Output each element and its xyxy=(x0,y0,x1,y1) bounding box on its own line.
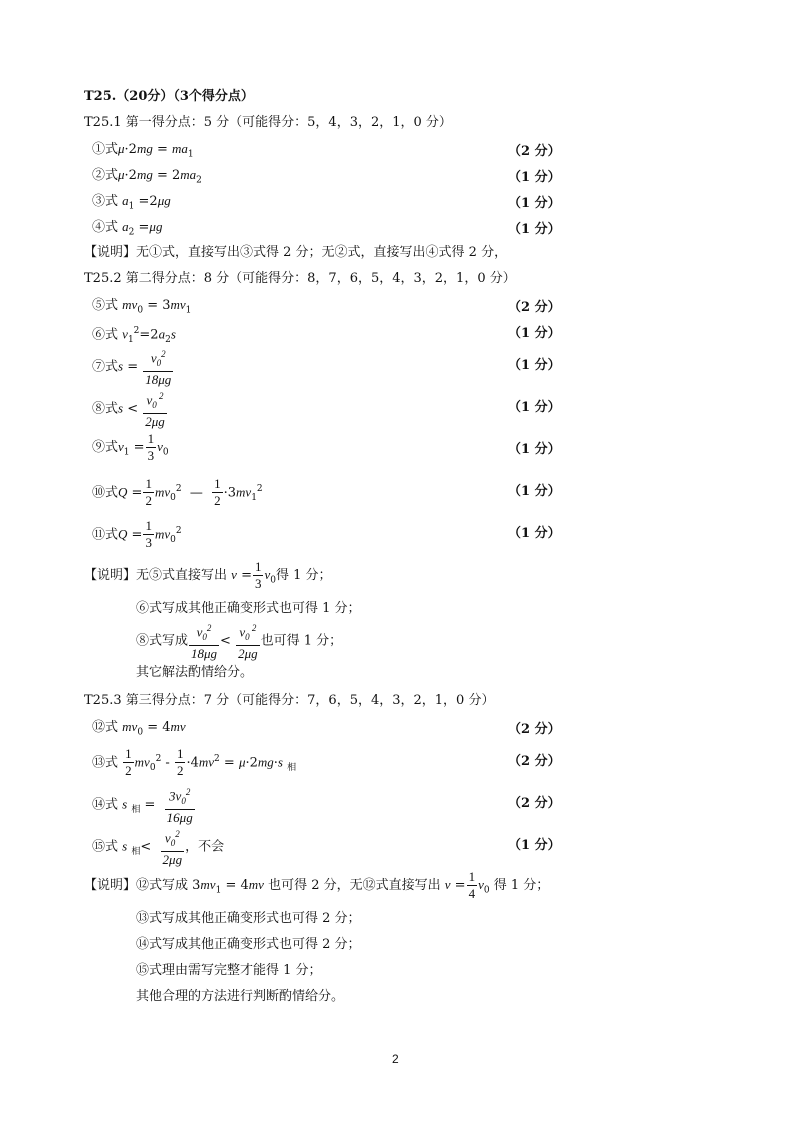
formula-6-label: ⑥式 xyxy=(92,327,119,343)
section-3-note-line-3: ⑮式理由需写完整才能得 1 分； xyxy=(136,963,322,978)
formula-11-fraction: $\frac{1}{3}$ xyxy=(145,518,152,551)
formula-9: ⑨式$v_1$ = $\frac{1}{3}$ $v_0$ xyxy=(92,431,169,463)
formula-1-label: ①式 xyxy=(92,142,119,157)
formula-2-label: ②式 xyxy=(92,168,119,183)
formula-12-label: ⑫式 xyxy=(92,720,119,735)
formula-10-label: ⑩式 xyxy=(92,485,119,501)
section-3-note: 【说明】⑫式写成 $3mv_1 = 4mv$ 也可得 2 分，无⑫式直接写出 v = $\frac{1}{4}$ $v_0$ 得 1 分； xyxy=(84,869,550,901)
formula-4-label: ④式 xyxy=(92,220,119,235)
formula-3: ③式 $a_1 =2\mu g$ xyxy=(92,193,171,212)
section-2-note-fraction-a: $\frac{v_0^2}{18\mu g}$ xyxy=(189,620,219,662)
formula-13-fraction-b: $\frac{1}{2}$ xyxy=(176,746,184,779)
section-2-note-suffix: 得 1 分； xyxy=(275,568,332,583)
formula-15-fraction: $\frac{v_0^2}{2\mu g}$ xyxy=(161,826,185,868)
formula-12-score: （2 分） xyxy=(508,722,561,737)
formula-15-label: ⑮式 xyxy=(92,839,119,855)
section-2-note-line-2-suffix: 也可得 1 分； xyxy=(260,633,343,649)
section-2-note-line-2-prefix: ⑧式写成 xyxy=(136,633,189,649)
formula-9-score: （1 分） xyxy=(508,442,561,457)
section-2-heading: T25.2 第二得分点：8 分（可能得分：8，7，6，5，4，3，2，1，0 分） xyxy=(84,271,516,286)
formula-3-score: （1 分） xyxy=(508,196,561,211)
page-number: 2 xyxy=(392,1052,399,1066)
formula-1-score: （2 分） xyxy=(508,144,561,159)
section-2-note-fraction: $\frac{1}{3}$ xyxy=(254,559,262,591)
section-3-heading: T25.3 第三得分点：7 分（可能得分：7，6，5，4，3，2，1，0 分） xyxy=(84,693,495,708)
formula-13-score: （2 分） xyxy=(508,754,561,769)
formula-11-score: （1 分） xyxy=(508,526,561,541)
formula-14: ⑭式 s $_相$ = $\frac{3v_0^2}{16\mu g}$ xyxy=(92,784,196,827)
formula-13-label: ⑬式 xyxy=(92,755,119,771)
formula-11-label: ⑪式 xyxy=(92,527,119,543)
formula-9-fraction: $\frac{1}{3}$ xyxy=(147,431,155,463)
formula-14-label: ⑭式 xyxy=(92,797,119,813)
formula-7-label: ⑦式 xyxy=(92,359,119,375)
formula-8: ⑧式s < $\frac{v_0 ^2}{2\mu g}$ xyxy=(92,388,168,430)
section-3-note-mid: 也可得 2 分，无⑫式直接写出 xyxy=(268,878,441,893)
section-3-note-fraction: $\frac{1}{4}$ xyxy=(468,869,476,901)
question-title: T25.（20分）（3个得分点） xyxy=(84,89,254,104)
section-3-note-line-2: ⑭式写成其他正确变形式也可得 2 分； xyxy=(136,937,361,952)
formula-12: ⑫式 $mv_0 = 4mv$ xyxy=(92,719,186,738)
formula-7-fraction: $\frac{v_0^2}{18\mu g}$ xyxy=(143,346,173,388)
formula-7-score: （1 分） xyxy=(508,358,561,373)
formula-11: ⑪式Q = $\frac{1}{3}$ $mv_0^2$ xyxy=(92,518,182,551)
formula-10-score: （1 分） xyxy=(508,484,561,499)
section-2-note-line-1: ⑥式写成其他正确变形式也可得 1 分； xyxy=(136,601,361,616)
section-2-note-line-2: ⑧式写成 $\frac{v_0^2}{18\mu g}$ < $\frac{v_0 ^2}{2\mu g}$ 也可得 1 分； xyxy=(136,620,342,662)
section-2-note-line-3: 其它解法酌情给分。 xyxy=(136,665,254,680)
formula-5: ⑤式 $mv_0 = 3mv_1$ xyxy=(92,297,192,316)
section-2-note-fraction-b: $\frac{v_0 ^2}{2\mu g}$ xyxy=(236,620,260,662)
formula-7: ⑦式s = $\frac{v_0^2}{18\mu g}$ xyxy=(92,346,174,388)
formula-6-score: （1 分） xyxy=(508,326,561,341)
formula-5-score: （2 分） xyxy=(508,300,561,315)
formula-8-score: （1 分） xyxy=(508,400,561,415)
formula-8-label: ⑧式 xyxy=(92,401,119,417)
formula-13: ⑬式 $\frac{1}{2}$ $mv_0^2$ - $\frac{1}{2}$ $\cdot 4mv^2 = \mu\cdot 2mg\cdot s$ $_相$ xyxy=(92,746,297,779)
section-3-note-prefix: 【说明】⑫式写成 xyxy=(84,878,189,893)
section-3-note-line-1: ⑬式写成其他正确变形式也可得 2 分； xyxy=(136,911,361,926)
formula-3-label: ③式 xyxy=(92,194,119,209)
formula-10: ⑩式Q = $\frac{1}{2}$ $mv_0^2$ — $\frac{1}{2}$ $\cdot 3mv_1^2$ xyxy=(92,476,263,509)
formula-9-label: ⑨式 xyxy=(92,440,119,455)
formula-5-label: ⑤式 xyxy=(92,298,119,313)
formula-6: ⑥式 $v_1^2=2a_2s$ xyxy=(92,326,176,345)
formula-8-fraction: $\frac{v_0 ^2}{2\mu g}$ xyxy=(143,388,167,430)
formula-1: ①式$\mu\cdot 2mg = ma_1$ xyxy=(92,141,194,160)
section-3-note-suffix: 得 1 分； xyxy=(493,878,550,893)
formula-4: ④式 $a_2 =\mu g$ xyxy=(92,219,163,238)
section-1-heading: T25.1 第一得分点：5 分（可能得分：5，4，3，2，1，0 分） xyxy=(84,115,452,130)
formula-10-fraction-a: $\frac{1}{2}$ xyxy=(145,476,152,509)
section-2-note: 【说明】无⑤式直接写出 v = $\frac{1}{3}$ $v_0$得 1 分； xyxy=(84,559,332,591)
section-1-note: 【说明】无①式，直接写出③式得 2 分；无②式，直接写出④式得 2 分， xyxy=(84,245,508,260)
formula-15: ⑮式 s $_相$< $\frac{v_0^2}{2\mu g}$ ，不会 xyxy=(92,826,224,869)
section-2-note-prefix: 【说明】无⑤式直接写出 xyxy=(84,568,228,583)
formula-15-tail: ，不会 xyxy=(185,839,225,855)
section-3-note-line-4: 其他合理的方法进行判断酌情给分。 xyxy=(136,989,345,1004)
formula-13-fraction-a: $\frac{1}{2}$ xyxy=(125,746,132,779)
formula-14-score: （2 分） xyxy=(508,796,561,811)
formula-10-fraction-b: $\frac{1}{2}$ xyxy=(214,476,221,509)
formula-4-score: （1 分） xyxy=(508,222,561,237)
formula-2-score: （1 分） xyxy=(508,170,561,185)
formula-14-fraction: $\frac{3v_0^2}{16\mu g}$ xyxy=(165,784,195,826)
formula-15-score: （1 分） xyxy=(508,838,561,853)
formula-2: ②式$\mu\cdot 2mg = 2ma_2$ xyxy=(92,167,202,186)
